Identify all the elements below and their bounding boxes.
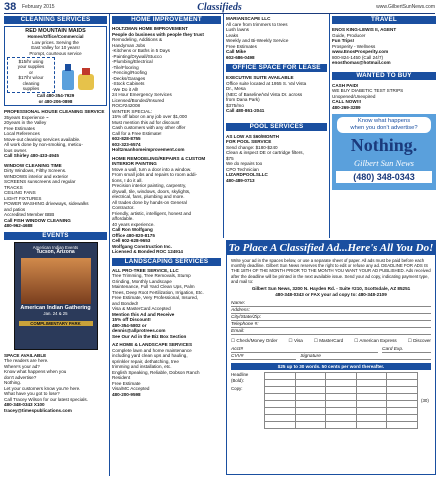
word-cell[interactable] <box>265 394 296 401</box>
ad-phone: 480-269-3289 <box>332 104 361 110</box>
ad-title: AZ HOME & LANDSCAPE SERVICES <box>112 342 193 347</box>
ad-line: English Speaking, Reliable, Dobson Ranch <box>112 369 200 375</box>
ad-email[interactable]: enosthomas@hotmail.com <box>332 60 391 65</box>
ad-phone: 480-200-9598 <box>112 391 141 397</box>
word-cell[interactable] <box>296 394 327 401</box>
ad-phone: Call Shirley 480-433-4945 <box>4 153 59 158</box>
red-mountain-maids-ad <box>4 26 107 106</box>
cleaning-supplies-icon <box>58 58 98 92</box>
section-landscaping: LANDSCAPING SERVICES <box>112 258 221 266</box>
pay-label: Check/Money Order <box>236 338 278 344</box>
ad-line: Friendly, artistic, intelligent, honest and <box>112 210 192 216</box>
checkbox-icon[interactable]: ☐ <box>407 338 412 344</box>
ad-line: Mention this Ad and Receive <box>112 311 175 317</box>
ad-line: Trees, Deep Root Fertilization, Irrigation, Etc. <box>112 289 204 295</box>
ad-line: Move a wall, turn a door into a window. <box>112 166 192 172</box>
word-cell[interactable] <box>387 380 418 387</box>
ad-phone: 480-348-0343 X100 <box>4 402 45 407</box>
ad-line: Free Estimate <box>112 380 141 386</box>
holtzman-ad <box>112 26 221 153</box>
column-divider <box>329 14 330 238</box>
ad-line: The readers are here. <box>4 358 49 363</box>
word-cell[interactable] <box>357 373 388 380</box>
word-cell[interactable] <box>387 415 418 422</box>
poster-head: American Indian Events <box>32 244 79 250</box>
word-cell[interactable] <box>357 415 388 422</box>
cvv-field[interactable]: CVV# <box>231 353 296 360</box>
pool-ad <box>226 134 327 184</box>
section-cleaning: CLEANING SERVICES <box>4 16 107 24</box>
ad-line: 20years in the Valley <box>4 120 47 125</box>
event-poster <box>14 242 98 350</box>
ad-line: 15% off labor on any job over $1,000 <box>112 114 188 119</box>
word-cell[interactable] <box>357 401 388 408</box>
ad-title: PROFESSIONAL HOUSE CLEANING SERVICE <box>4 109 105 114</box>
pay-label: Discover <box>413 338 431 344</box>
maid-price: supplies <box>22 86 40 92</box>
ad-title: ALL PRO-TREE SERVICE, LLC <box>112 267 179 273</box>
ad-line: Prosperity - Wellness <box>332 43 376 49</box>
checkbox-icon[interactable]: ☐ <box>313 338 318 344</box>
maid-price: $15/hr using <box>18 59 44 65</box>
payment-options <box>231 338 431 344</box>
poster-dates: Jan. 24 & 25 <box>43 311 68 316</box>
ad-phone: 602-828-8755 <box>112 136 141 141</box>
ad-line: lous owner. <box>4 147 28 153</box>
nothing-headline: Nothing. <box>350 135 418 155</box>
column-1 <box>4 16 107 413</box>
ad-line: What have you got to lose? <box>4 391 60 396</box>
ad-line: WINDOWS interior and exterior <box>4 173 69 179</box>
word-cell[interactable] <box>265 415 296 422</box>
maid-price-box <box>7 57 55 93</box>
ad-line: Free Estimates <box>4 125 35 131</box>
ad-line: All work done by non-smoking, meticu- <box>4 142 83 147</box>
maid-phone: Call 480-354-7929 <box>36 93 75 99</box>
ad-title: ENOS KING-LEWIS II, AGENT <box>332 27 397 32</box>
ad-phone: Call 480-861-2041 <box>226 108 265 113</box>
maid-price: cleaning <box>22 80 40 86</box>
ad-phone: 800-824-1450 (Call 24/7) <box>332 54 384 60</box>
ad-line: tions, I do it all. <box>112 177 143 183</box>
word-cell[interactable] <box>387 401 418 408</box>
section-pool: POOL SERVICES <box>226 123 327 131</box>
ad-line: LIZARDPOOLSLLC <box>226 172 268 177</box>
maid-subtitle: Homes/Office/Commercial <box>27 34 84 40</box>
bubble-line: Know what happens <box>357 118 411 124</box>
wolfgang-ad <box>112 156 221 255</box>
ad-line: $75 <box>226 155 234 161</box>
word-cell[interactable] <box>326 373 357 380</box>
ad-line: Let your customers know you're here. <box>4 385 81 391</box>
ad-line: WINTER SPECIAL: <box>112 108 153 114</box>
maid-line: East Valley for 10 years! <box>31 45 80 51</box>
pricing-banner: $25 up to 30 words. 50 cents per word thereafter. <box>231 363 431 370</box>
ad-line: Leaks <box>226 32 239 38</box>
ad-line: Where's your ad? <box>4 363 40 369</box>
speech-bubble <box>337 117 431 133</box>
name-field[interactable]: Name: <box>231 300 431 307</box>
word-count: (30) <box>421 398 429 404</box>
ad-line: -We Do it All! <box>112 86 139 92</box>
word-cell[interactable] <box>296 408 327 415</box>
checkbox-icon[interactable]: ☐ <box>354 338 359 344</box>
ad-line: electrical, fans, plumbing and more. <box>112 194 185 199</box>
ad-title: FOR POOL SERVICE <box>226 139 272 144</box>
pay-mastercard[interactable] <box>314 338 343 344</box>
ad-line: -Decks/Garages <box>112 75 146 81</box>
ad-email[interactable]: tracey@timespublications.com <box>4 407 72 413</box>
poster-image <box>21 258 91 304</box>
ad-title: AS LOW AS $60/MONTH <box>226 133 279 139</box>
word-cell[interactable] <box>387 394 418 401</box>
marianscape-ad <box>226 16 327 60</box>
form-fields <box>231 300 431 335</box>
issue-month: February 2015 <box>22 4 55 10</box>
ad-line: Local References <box>4 131 40 136</box>
ad-phone: Office 480-820-8175 <box>112 232 155 238</box>
mailing-address: Gilbert Sun News, 3200 N. Hayden Rd. - Suite #210, Scottsdale, AZ 85251 <box>251 286 411 292</box>
ad-line: Contractor. <box>112 205 135 210</box>
all-pro-tree-ad <box>112 268 221 340</box>
page-title: Classifieds <box>197 2 242 13</box>
poster-town: Tucson, Arizona <box>36 249 75 255</box>
ad-line: Precision interior painting, carpentry, <box>112 183 187 188</box>
ad-title: HOME REMODELING/REPAIRS & CUSTOM INTERIOR PAINTING <box>112 155 206 166</box>
section-home-improvement: HOME IMPROVEMENT <box>112 16 221 24</box>
ad-line: Unopened/Unexpired <box>332 93 376 99</box>
form-title: To Place A Classified Ad...Here's All You Do! <box>228 242 434 254</box>
ad-phone: 480-962-4688 <box>4 223 33 228</box>
ad-phone: Call Ron Wolfgang <box>112 227 153 232</box>
wanted-ad <box>332 83 436 111</box>
ad-line: Office suite located at 1955 S. Val Vista <box>226 80 307 86</box>
word-cell[interactable] <box>387 422 418 429</box>
ad-line: We do repairs too <box>226 161 263 166</box>
ad-phone: Call FISH WINDOW CLEANING <box>4 217 71 223</box>
word-cell[interactable] <box>265 408 296 415</box>
space-available-ad <box>4 353 107 414</box>
maid-price: or <box>28 69 33 75</box>
checkbox-icon[interactable]: ☐ <box>288 338 293 344</box>
column-4 <box>332 16 436 190</box>
ad-line: -Painting/Drywall/Stucco <box>112 53 162 59</box>
ad-line: All trades done by hands-on General <box>112 199 187 205</box>
ad-line: Send change: $180-$240 <box>226 144 278 150</box>
ad-title: WINDOW CLEANING TIME <box>4 162 62 168</box>
ad-line: Free Estimate, Very Professional, Insured, <box>112 295 199 300</box>
ad-title: MARIANSCAPE LLC <box>226 16 271 21</box>
ad-line: Must mention this ad for discount <box>112 119 180 125</box>
ad-line: $375/mo <box>226 102 244 108</box>
ad-line: Visa & MasterCard Accepted <box>112 306 171 311</box>
ad-line: (NEC of Baseline/Val Vista Dr. across <box>226 91 303 97</box>
pay-label: MasterCard <box>319 338 344 344</box>
ad-line: 15% off Discount! <box>112 317 151 322</box>
telephone-field[interactable]: Telephone #: <box>231 321 431 328</box>
prof-cleaning-ad <box>4 109 107 159</box>
ad-line: affordable. <box>112 216 134 221</box>
ad-line: and Bonded! <box>112 300 139 306</box>
word-cell[interactable] <box>357 380 388 387</box>
ad-line: All care from trimmers to trees <box>226 21 288 27</box>
pay-label: American Express <box>359 338 397 344</box>
ad-line: CPO Technician <box>226 166 259 172</box>
enos-ad <box>332 27 436 66</box>
ad-website[interactable]: www.EnosProsperity.com <box>332 49 389 54</box>
ad-line: from Dana Park) <box>226 97 260 102</box>
ad-line: 40 years experience. <box>112 221 155 227</box>
ad-title: SPACE AVAILABLE <box>4 352 47 358</box>
copy-label: Copy: <box>231 386 243 392</box>
word-cell[interactable] <box>357 394 388 401</box>
word-cell[interactable] <box>357 408 388 415</box>
column-3 <box>226 16 327 183</box>
word-cell[interactable] <box>357 422 388 429</box>
poster-title: American Indian Gathering <box>20 304 91 311</box>
window-cleaning-ad <box>4 163 107 229</box>
pay-amex[interactable] <box>354 338 396 344</box>
classified-order-form <box>226 240 436 475</box>
ad-line: Clean & inspect DE or cartridge filters, <box>226 150 304 155</box>
word-cell[interactable] <box>326 422 357 429</box>
column-2 <box>112 16 221 397</box>
page-number: 38 <box>4 1 17 13</box>
ad-line: Handyman Jobs <box>112 42 146 48</box>
section-travel: TRAVEL <box>332 16 436 24</box>
checkbox-icon[interactable]: ☐ <box>231 338 236 344</box>
section-office-space: OFFICE SPACE FOR LEASE <box>226 64 327 72</box>
word-cell[interactable] <box>387 387 418 394</box>
ad-line: don't advertise? <box>4 374 37 380</box>
ad-phone: Cell 602-628-9653 <box>112 238 151 243</box>
ad-line: ROC#242008 <box>112 103 141 108</box>
ad-line: Tree Trimming, Tree Removals, Stump <box>112 273 191 278</box>
brand-logo: Gilbert Sun News <box>354 158 414 168</box>
ad-line: Call Mike <box>226 49 246 54</box>
ad-title: CASH PAID! <box>332 82 359 88</box>
ad-line: including yard clean ups and hauling, <box>112 353 188 358</box>
form-phones: 480-348-0343 or FAX your ad copy to: 480-348-2109 <box>275 291 387 297</box>
ad-line: trimming and installation, etc. <box>112 364 172 369</box>
ad-line: Accredited Member BBB <box>4 212 55 217</box>
ad-title: HOLTZMAN HOME IMPROVEMENT <box>112 26 188 31</box>
maid-title: RED MOUNTAIN MAIDS <box>25 28 86 34</box>
ad-line: Call Tracey Wilson for our latest specials. <box>4 396 88 402</box>
ad-line: Nothing. <box>4 380 22 385</box>
word-cell[interactable] <box>265 387 296 394</box>
word-cell[interactable] <box>265 422 296 429</box>
ad-line: TRACKS <box>4 184 23 190</box>
ad-phone: 480-489-0713 <box>226 177 255 183</box>
maid-price: your supplies <box>17 64 45 70</box>
word-cell[interactable] <box>296 422 327 429</box>
word-cell[interactable] <box>326 394 357 401</box>
ad-line: -Stock Cabinets <box>112 81 145 86</box>
bubble-line: when you don't advertise? <box>350 125 418 131</box>
ad-line: Remodeling, Additions & <box>112 37 163 42</box>
section-events: EVENTS <box>4 232 107 240</box>
word-cell[interactable] <box>357 387 388 394</box>
word-cell[interactable] <box>326 408 357 415</box>
city-state-zip-field[interactable]: City/State/Zip: <box>231 314 431 321</box>
ad-line: See Our Ad in the Biz Box Section <box>112 333 187 339</box>
word-cell[interactable] <box>265 380 296 387</box>
account-number-field[interactable]: Acct# <box>231 346 378 353</box>
ad-line: Licensed/Bonded/Insured <box>112 97 165 103</box>
word-cell[interactable] <box>265 401 296 408</box>
executive-suite-ad <box>226 75 327 114</box>
ad-tagline: People do business with people they trust <box>112 31 204 37</box>
ad-website[interactable]: Holtzmanhomeimprovement.com <box>112 147 185 152</box>
ad-phone: 480-354-5802 or <box>112 322 147 328</box>
ad-line: Grinding, Monthly Landscape <box>112 278 172 284</box>
maid-price: $17/hr w/our <box>18 75 44 81</box>
website-url[interactable]: www.GilbertSunNews.com <box>376 4 435 10</box>
ad-line: Dr., Mesa <box>226 86 246 91</box>
ad-line: Dirty Windows, Filthy Screens. <box>4 168 67 173</box>
ad-line: CEILING FANS <box>4 190 36 195</box>
ad-line: CALL NOW!!! <box>332 99 362 104</box>
ad-line: Move-out cleaning services available. <box>4 136 81 142</box>
poster-badge: COMPLIMENTARY PARK <box>19 321 93 327</box>
ad-line: Fun Trips! <box>332 38 355 43</box>
word-cell[interactable] <box>296 380 327 387</box>
ad-line: Weekly and Bi-Weekly Service <box>226 38 289 43</box>
word-cell[interactable] <box>326 387 357 394</box>
ad-line: WE BUY DIABETIC TEST STRIPS <box>332 88 404 93</box>
maid-line: Low prices. Serving the <box>32 39 79 45</box>
ad-line: -Fencing/Roofing <box>112 70 147 75</box>
signature-field[interactable]: Signature <box>300 353 431 360</box>
maid-line: Prompt, courteous service <box>29 50 82 56</box>
word-cell[interactable] <box>326 415 357 422</box>
ad-line: 24 Hour Emergency Services <box>112 92 172 97</box>
word-cell[interactable] <box>296 387 327 394</box>
ad-email[interactable]: dennis@allprotrees.com <box>112 328 166 333</box>
ad-line: Cash customers with any other offer <box>112 125 186 130</box>
ad-line: Guide, Producer <box>332 32 366 38</box>
brand-phone: (480) 348-0343 <box>336 171 432 183</box>
address-field[interactable]: Address: <box>231 307 431 314</box>
ad-title: EXECUTIVE SUITE AVAILABLE <box>226 75 294 80</box>
ad-line: Know what happens when you <box>4 369 67 374</box>
ad-line: Maintenance, Full Yard Clean Ups, Palm <box>112 284 195 289</box>
header-rule <box>4 13 435 14</box>
ad-line: From small jobs and repairs to room addi- <box>112 172 198 177</box>
word-cell[interactable] <box>296 373 327 380</box>
word-cell[interactable] <box>296 415 327 422</box>
ad-line: POWER WASHING driveways, sidewalks <box>4 201 89 206</box>
word-cell[interactable] <box>326 380 357 387</box>
ad-line: Resident <box>112 375 131 380</box>
ad-line: -Kitchens or Baths in 5 Days <box>112 48 170 53</box>
form-instructions: Write your ad in the spaces below, or use a separate sheet of paper. All ads must be paid before each monthly deadline. Gilbert Sun News reserves the right to edit or refuse any ad. DEADLINE FOR ADS IS THE 18TH OF THE MONTH PRIOR TO THE MONTH YOU WANT YOUR AD PUBLISHED. Ads received after the deadline will be printed in the next available issue. Send your ad copy, indicating payment type, and mail to: <box>231 258 431 284</box>
ad-line: and patios <box>4 206 26 212</box>
column-divider <box>109 14 110 476</box>
headline-label: Headline (Bold): <box>231 372 249 383</box>
pay-check[interactable] <box>231 338 278 344</box>
ad-line: Free Estimates <box>226 43 257 49</box>
pay-discover[interactable] <box>408 338 431 344</box>
ad-phone: 602-323-6574 <box>112 141 141 147</box>
ad-phone: Wolfgang Construction Inc. <box>112 243 172 249</box>
ad-phone: 602-686-0498 <box>226 54 255 60</box>
ad-line: sprinkler repair, dethatching, tree <box>112 358 179 364</box>
ad-line: drywall, tile, windows, doors, skylights, <box>112 188 191 194</box>
ad-copy-grid[interactable] <box>264 372 418 429</box>
column-divider <box>223 14 224 238</box>
ad-phone: Licensed & Bonded ROC 124914 <box>112 249 183 254</box>
ad-line: Complete lawn and home maintenance <box>112 347 192 353</box>
form-labels <box>231 372 261 429</box>
word-cell[interactable] <box>265 373 296 380</box>
email-field[interactable]: Email: <box>231 328 431 335</box>
pay-label: Visa <box>293 338 303 344</box>
word-cell[interactable] <box>387 373 418 380</box>
word-cell[interactable] <box>387 408 418 415</box>
word-cell[interactable] <box>296 401 327 408</box>
az-home-landscape-ad <box>112 342 221 397</box>
ad-line: 35years Experience ~ <box>4 114 49 120</box>
ad-line: Call for a Free Estimate! <box>112 130 162 136</box>
ad-line: Lush lawns <box>226 27 249 32</box>
gilbert-sun-house-ad <box>332 114 436 190</box>
ad-line: -Plumbing/Electrical <box>112 59 153 64</box>
section-wanted: WANTED TO BUY <box>332 72 436 80</box>
ad-line: SCREENS sunscreens and regular <box>4 179 76 184</box>
word-cell[interactable] <box>326 401 357 408</box>
pay-visa[interactable] <box>289 338 303 344</box>
ad-line: LIGHT FIXTURES <box>4 195 42 201</box>
ad-line: Visa/MC Accepted <box>112 386 150 391</box>
ad-line: -Tile/Flooring <box>112 64 139 70</box>
card-expiration-field[interactable]: Card Exp. <box>382 346 431 353</box>
maid-phone-alt: or 480-206-0898 <box>38 98 73 104</box>
